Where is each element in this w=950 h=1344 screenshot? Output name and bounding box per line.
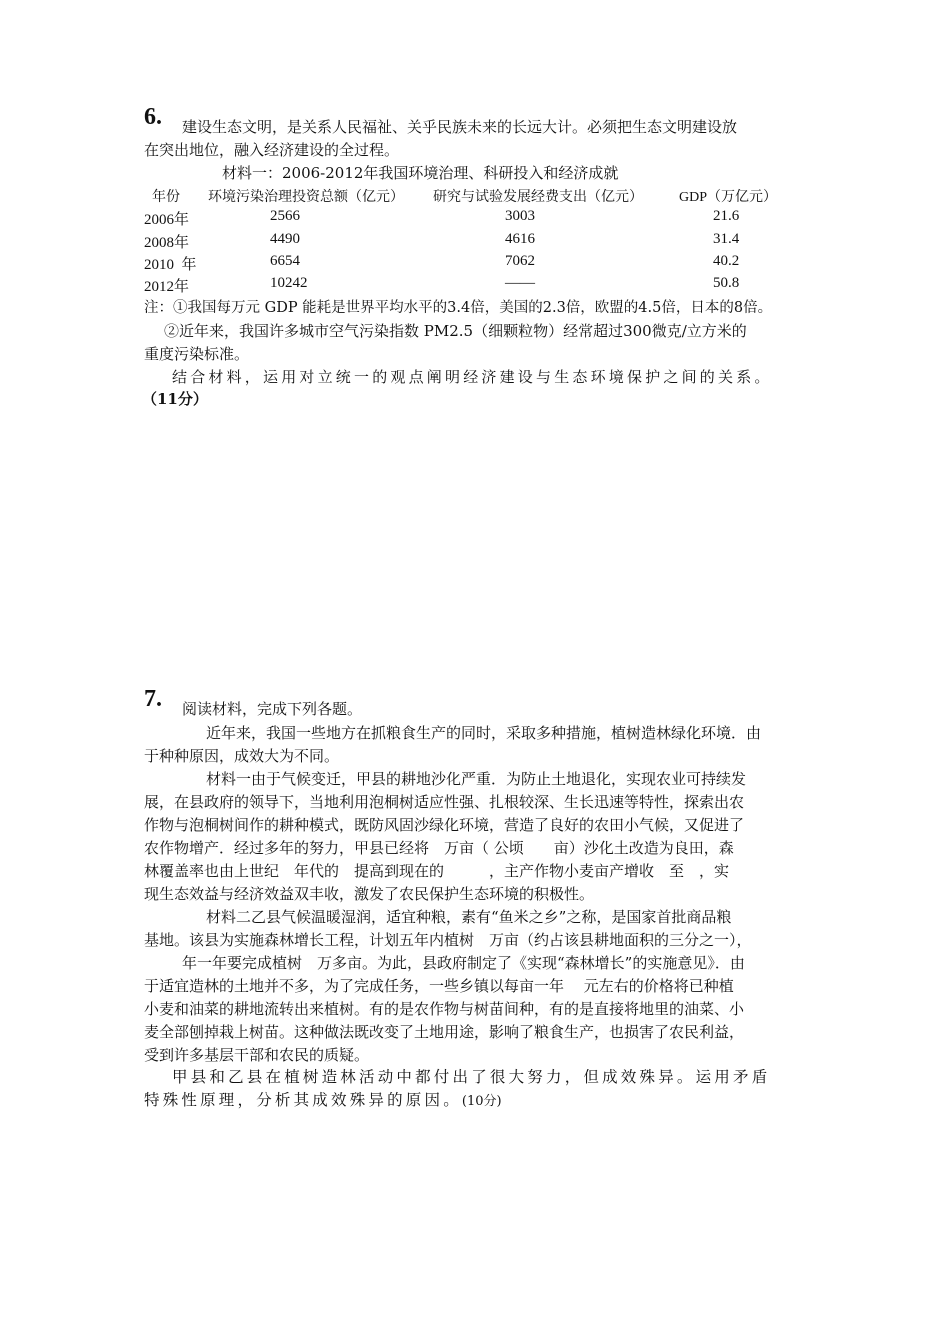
table-cell-rd: 4616 (505, 231, 535, 247)
table-cell-investment: 6654 (270, 253, 300, 269)
table-cell-year: 2010 年 (144, 257, 197, 273)
q7-m1-line4: 农作物增产．经过多年的努力，甲县已经将 万亩（ 公顷 亩）沙化土改造为良田，森 (144, 839, 734, 857)
table-cell-year: 2012年 (144, 279, 190, 295)
q7-m1-line6: 现生态效益与经济效益双丰收，激发了农民保护生态环境的积极性。 (144, 885, 595, 903)
table-cell-rd: 3003 (505, 208, 535, 224)
table-header-year: 年份 (152, 190, 180, 205)
table-cell-gdp: 21.6 (713, 208, 740, 224)
q7-m1-line5: 林覆盖率也由上世纪 年代的 提高到现在的 ，主产作物小麦亩产增收 至 ，实 (144, 862, 730, 880)
table-cell-gdp: 31.4 (713, 231, 740, 247)
q6-intro-line1: 建设生态文明，是关系人民福祉、关乎民族未来的长远大计。必须把生态文明建设放 (182, 118, 738, 136)
table-cell-investment: 4490 (270, 231, 300, 247)
q7-question-text: 特殊性原理，分析其成效殊异的原因。 (144, 1091, 462, 1109)
table-header-gdp: GDP（万亿元） (679, 190, 778, 205)
q7-m1-line1: 材料一由于气候变迁，甲县的耕地沙化严重．为防止土地退化，实现农业可持续发 (206, 770, 747, 788)
q7-p1-line1: 近年来，我国一些地方在抓粮食生产的同时，采取多种措施，植树造林绿化环境．由 (206, 724, 762, 742)
table-cell-rd: —— (505, 275, 535, 291)
q7-m1-line2: 展，在县政府的领导下，当地利用泡桐树适应性强、扎根较深、生长迅速等特性，探索出农 (144, 793, 745, 811)
q7-m2-line7: 受到许多基层干部和农民的质疑。 (144, 1046, 370, 1064)
table-cell-investment: 10242 (270, 275, 308, 291)
q7-question-score: (10分) (461, 1094, 502, 1109)
q7-question-line2 (144, 1089, 502, 1113)
q7-m2-line2: 基地。该县为实施森林增长工程，计划五年内植树 万亩（约占该县耕地面积的三分之一）， (144, 931, 752, 949)
q7-m2-line1: 材料二乙县气候温暖湿润，适宜种粮，素有“鱼米之乡”之称，是国家首批商品粮 (206, 908, 732, 926)
question-7-number: 7. (144, 686, 162, 712)
q7-m2-line6: 麦全部刨掉栽上树苗。这种做法既改变了土地用途，影响了粮食生产，也损害了农民利益， (144, 1023, 745, 1041)
table-cell-gdp: 50.8 (713, 275, 740, 291)
q6-note2-line1: ②近年来，我国许多城市空气污染指数 PM2.5（细颗粒物）经常超过300微克/立方米的 (164, 322, 747, 340)
q6-note2-line2: 重度污染标准。 (144, 345, 250, 363)
q6-question-line1: 结合材料，运用对立统一的观点阐明经济建设与生态环境保护之间的关系。 (172, 368, 773, 386)
q7-m2-line3: 年一年要完成植树 万多亩。为此，县政府制定了《实现“森林增长”的实施意见》．由 (182, 954, 745, 972)
q6-material-title: 材料一：2006-2012年我国环境治理、科研投入和经济成就 (222, 164, 619, 182)
q7-intro: 阅读材料，完成下列各题。 (182, 700, 363, 718)
q6-note1: 注：①我国每万元 GDP 能耗是世界平均水平的3.4倍，美国的2.3倍，欧盟的4.5倍，日本的8倍。 (144, 300, 773, 316)
q7-question-line1: 甲县和乙县在植树造林活动中都付出了很大努力，但成效殊异。运用矛盾 (172, 1068, 771, 1086)
q7-m2-line5: 小麦和油菜的耕地流转出来植树。有的是农作物与树苗间种，有的是直接将地里的油菜、小 (144, 1000, 745, 1018)
q6-intro-line2: 在突出地位，融入经济建设的全过程。 (144, 141, 400, 159)
table-cell-year: 2008年 (144, 235, 190, 251)
q7-m2-line4: 于适宜造林的土地并不多，为了完成任务，一些乡镇以每亩一年 元左右的价格将已种植 (144, 977, 734, 995)
q7-p1-line2: 于种种原因，成效大为不同。 (144, 747, 340, 765)
q7-m1-line3: 作物与泡桐树间作的耕种模式，既防风固沙绿化环境，营造了良好的农田小气候，又促进了 (144, 816, 745, 834)
table-cell-gdp: 40.2 (713, 253, 740, 269)
q6-question-score: （11分） (142, 390, 208, 408)
question-6-number: 6. (144, 104, 162, 130)
table-cell-year: 2006年 (144, 212, 190, 228)
table-cell-rd: 7062 (505, 253, 535, 269)
table-cell-investment: 2566 (270, 208, 300, 224)
table-header-rd-spending: 研究与试验发展经费支出（亿元） (433, 190, 643, 205)
table-header-pollution-investment: 环境污染治理投资总额（亿元） (208, 190, 404, 205)
